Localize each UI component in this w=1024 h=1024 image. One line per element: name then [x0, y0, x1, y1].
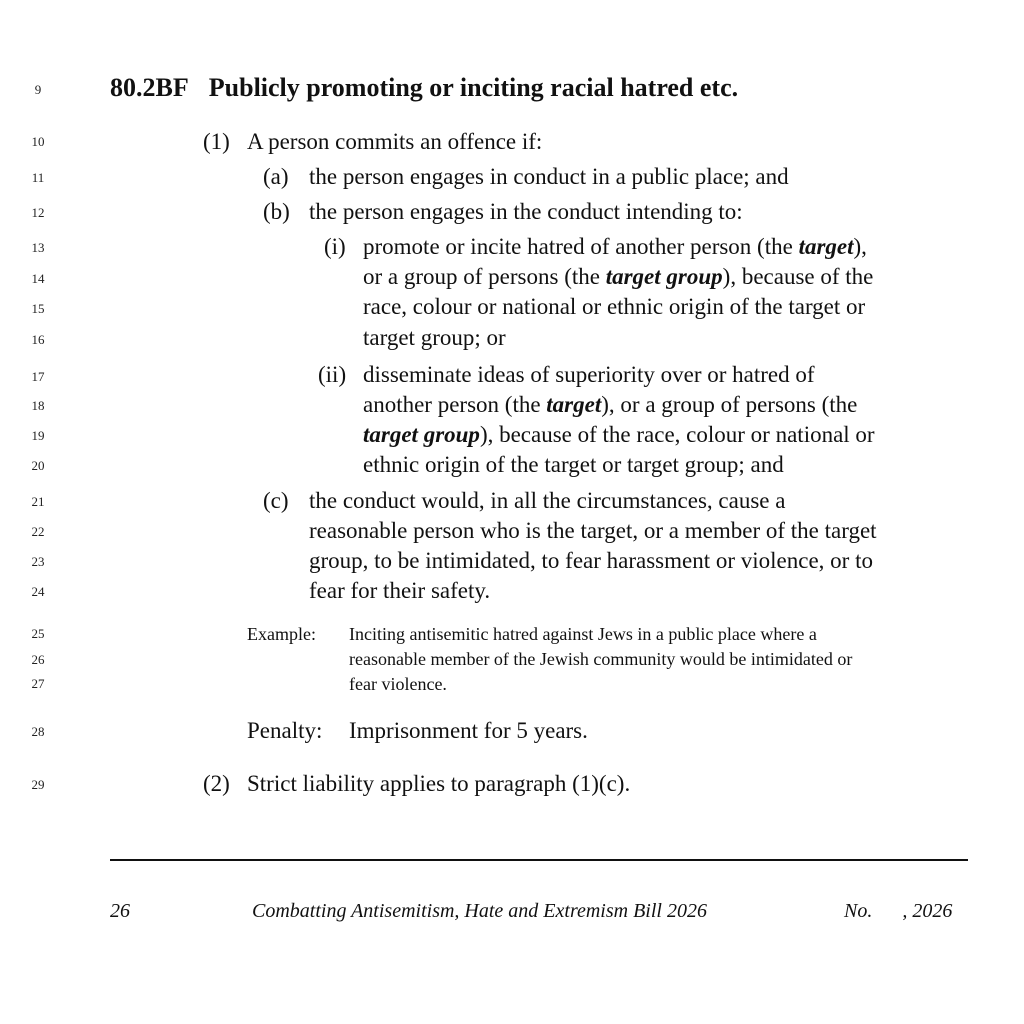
footer-bill-title: Combatting Antisemitism, Hate and Extremism Bill 2026	[252, 900, 707, 922]
footer-page-number: 26	[110, 900, 130, 922]
sub-ii-label: (ii)	[318, 362, 347, 387]
line-number: 23	[31, 554, 45, 569]
para-c-line: the conduct would, in all the circumstances, cause a	[309, 488, 786, 513]
subsection-1-label: (1)	[203, 129, 230, 154]
line-number: 25	[31, 626, 45, 641]
line-number: 10	[31, 134, 45, 149]
sub-ii-line: ethnic origin of the target or target group; and	[363, 452, 784, 477]
penalty-text: Imprisonment for 5 years.	[349, 718, 588, 743]
sub-i-line: race, colour or national or ethnic origin of the target or	[363, 294, 866, 319]
section-number: 80.2BF	[110, 73, 188, 102]
line-number: 11	[31, 170, 45, 185]
line-number: 17	[31, 369, 45, 384]
section-heading	[110, 73, 738, 103]
line-number: 16	[31, 332, 45, 347]
penalty-label: Penalty:	[247, 718, 323, 743]
line-number: 20	[31, 458, 45, 473]
para-c-line: reasonable person who is the target, or a member of the target	[309, 518, 877, 543]
para-c-label: (c)	[263, 488, 289, 513]
para-b-text: the person engages in the conduct intending to:	[309, 199, 743, 224]
defined-term: target group	[363, 422, 480, 447]
line-number: 24	[31, 584, 45, 599]
sub-i-line: or a group of persons (the target group), because of the	[363, 264, 874, 289]
sub-i-line: promote or incite hatred of another person (the target),	[363, 234, 867, 259]
line-number: 22	[31, 524, 45, 539]
para-c-line: fear for their safety.	[309, 578, 491, 603]
line-number: 21	[31, 494, 45, 509]
section-title: Publicly promoting or inciting racial hatred etc.	[208, 73, 739, 102]
sub-ii-line: another person (the target), or a group of persons (the	[363, 392, 858, 417]
para-c-line: group, to be intimidated, to fear harassment or violence, or to	[309, 548, 873, 573]
line-number: 15	[31, 301, 45, 316]
sub-i-line: target group; or	[363, 325, 506, 350]
sub-i-label: (i)	[324, 234, 346, 259]
defined-term: target	[798, 234, 854, 259]
line-number: 18	[31, 398, 45, 413]
line-number: 9	[34, 82, 42, 97]
footer-rule	[110, 859, 968, 861]
line-number: 27	[31, 676, 45, 691]
defined-term: target group	[605, 264, 723, 289]
subsection-2-text: Strict liability applies to paragraph (1)(c).	[247, 771, 631, 796]
example-label: Example:	[247, 624, 316, 644]
line-number: 28	[31, 724, 45, 739]
subsection-2-label: (2)	[203, 771, 230, 796]
footer-bill-number: No. , 2026	[844, 900, 953, 922]
subsection-1-intro: A person commits an offence if:	[247, 129, 543, 154]
example-line: Inciting antisemitic hatred against Jews in a public place where a	[349, 624, 817, 644]
line-number: 14	[31, 271, 45, 286]
sub-ii-line: target group), because of the race, colour or national or	[363, 422, 875, 447]
example-line: reasonable member of the Jewish community would be intimidated or	[349, 649, 853, 669]
line-number: 19	[31, 428, 45, 443]
example-line: fear violence.	[349, 674, 447, 694]
line-number: 13	[31, 240, 45, 255]
para-b-label: (b)	[263, 199, 290, 224]
line-number: 26	[31, 652, 45, 667]
line-number: 29	[31, 777, 45, 792]
para-a-label: (a)	[263, 164, 289, 189]
line-number: 12	[31, 205, 45, 220]
sub-ii-line: disseminate ideas of superiority over or hatred of	[363, 362, 815, 387]
defined-term: target	[546, 392, 602, 417]
para-a-text: the person engages in conduct in a public place; and	[309, 164, 789, 189]
